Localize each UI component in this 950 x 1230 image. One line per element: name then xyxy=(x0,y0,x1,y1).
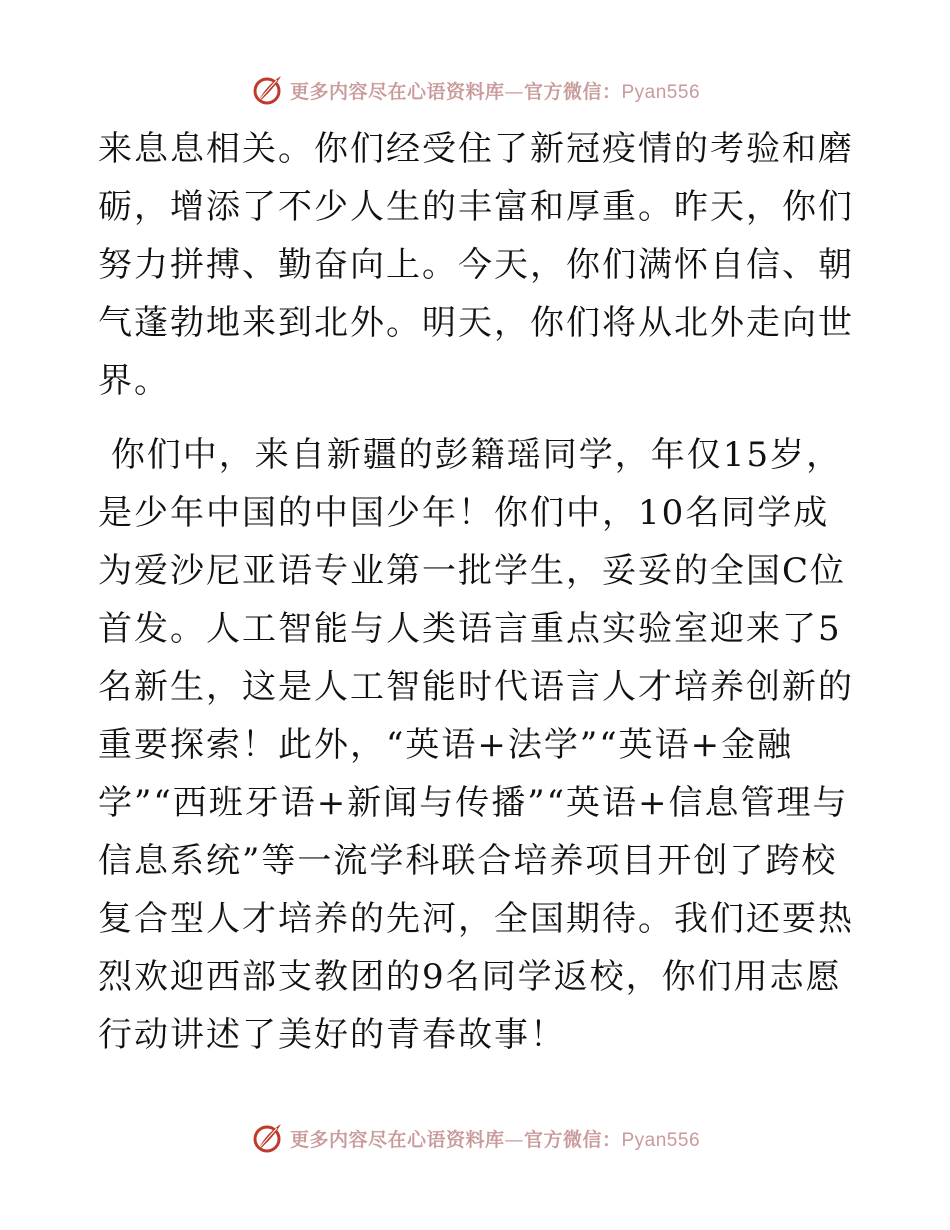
banner-dash: — xyxy=(504,80,524,103)
footer-banner xyxy=(0,1118,950,1158)
banner-dash: — xyxy=(504,1128,524,1151)
header-banner xyxy=(0,70,950,110)
feather-quill-icon xyxy=(250,1121,284,1155)
banner-contact-id: Pyan556 xyxy=(621,81,701,103)
paragraph-2: 你们中，来自新疆的彭籍瑶同学，年仅15岁，是少年中国的中国少年！你们中，10名同学成为爱沙尼亚语专业第一批学生，妥妥的全国C位首发。人工智能与人类语言重点实验室迎来了5名新生，这是人工智能时代语言人才培养创新的重要探索！此外，“英语+法学”“英语+金融学”“西班牙语+新闻与传播”“英语+信息管理与信息系统”等一流学科联合培养项目开创了跨校复合型人才培养的先河，全国期待。我们还要热烈欢迎西部支教团的9名同学返校，你们用志愿行动讲述了美好的青春故事！ xyxy=(98,435,854,1055)
banner-text xyxy=(290,77,700,104)
banner-brand: 更多内容尽在心语资料库 xyxy=(289,1128,505,1151)
banner-contact-id: Pyan556 xyxy=(621,1129,701,1151)
banner-text xyxy=(290,1125,700,1152)
banner-contact-label: 官方微信： xyxy=(523,80,622,103)
feather-quill-icon xyxy=(250,73,284,107)
document-body xyxy=(98,120,858,1064)
banner-contact-label: 官方微信： xyxy=(523,1128,622,1151)
banner-brand: 更多内容尽在心语资料库 xyxy=(289,80,505,103)
paragraph-1: 来息息相关。你们经受住了新冠疫情的考验和磨砺，增添了不少人生的丰富和厚重。昨天，你们努力拼搏、勤奋向上。今天，你们满怀自信、朝气蓬勃地来到北外。明天，你们将从北外走向世界。 xyxy=(98,129,854,401)
